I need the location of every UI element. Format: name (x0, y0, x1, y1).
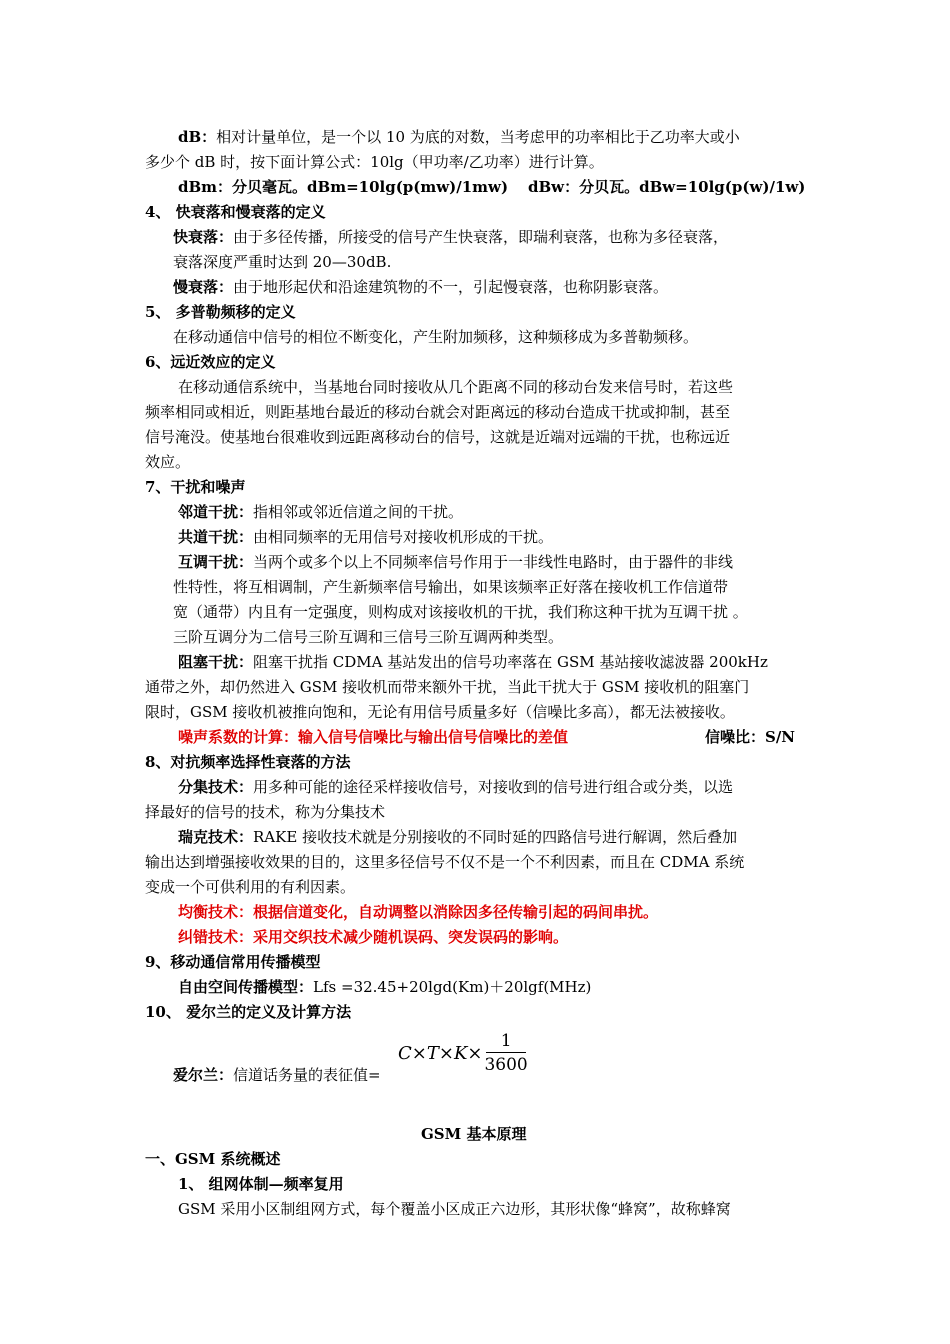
gsm-intro-line: GSM 采用小区制组网方式，每个覆盖小区成正六边形，其形状像“蜂窝”，故称蜂窝 (178, 1200, 731, 1218)
diversity-text: 用多种可能的途径采样接收信号，对接收到的信号进行组合或分类，以选 (253, 778, 734, 796)
fraction-denominator: 3600 (484, 1055, 528, 1075)
section-9-heading: 9、移动通信常用传播模型 (145, 953, 321, 971)
section-5-heading: 5、 多普勒频移的定义 (145, 303, 296, 321)
equalization-line: 均衡技术：根据信道变化，自动调整以消除因多径传输引起的码间串扰。 (178, 903, 659, 921)
adjacent-interference-line (178, 502, 463, 522)
free-space-model-term: 自由空间传播模型： (178, 978, 314, 996)
cochannel-interference-term: 共道干扰： (178, 528, 254, 546)
rake-line1 (178, 827, 737, 847)
fast-fading-line1 (173, 227, 728, 247)
noise-figure-line: 噪声系数的计算：输入信号信噪比与输出信号信噪比的差值 (178, 728, 569, 746)
diversity-line2: 择最好的信号的技术，称为分集技术 (145, 803, 386, 821)
fraction-numerator: 1 (500, 1031, 512, 1051)
error-correction-line: 纠错技术：采用交织技术减少随机误码、突发误码的影响。 (178, 928, 569, 946)
erlang-definition-line (173, 1065, 381, 1085)
db-definition-line1 (178, 127, 740, 147)
near-far-line1: 在移动通信系统中，当基地台同时接收从几个距离不同的移动台发来信号时，若这些 (178, 378, 734, 396)
db-term: dB： (178, 128, 217, 146)
fast-fading-term: 快衰落： (173, 228, 234, 246)
rake-term: 瑞克技术： (178, 828, 254, 846)
rake-line3: 变成一个可供利用的有利因素。 (145, 878, 356, 896)
blocking-line2: 通带之外，却仍然进入 GSM 接收机而带来额外干扰，当此干扰大于 GSM 接收机的阻塞门 (145, 678, 750, 696)
intermod-line4: 三阶互调分为二信号三阶互调和三信号三阶互调两种类型。 (173, 628, 564, 646)
diversity-term: 分集技术： (178, 778, 254, 796)
cochannel-interference-text: 由相同频率的无用信号对接收机形成的干扰。 (253, 528, 554, 546)
erlang-formula (398, 1030, 528, 1077)
section-8-heading: 8、对抗频率选择性衰落的方法 (145, 753, 351, 771)
blocking-line3: 限时，GSM 接收机被推向饱和，无论有用信号质量多好（信噪比多高），都无法被接收。 (145, 703, 735, 721)
intermod-line3: 宽（通带）内且有一定强度，则构成对该接收机的干扰，我们称这种干扰为互调干扰 。 (173, 603, 748, 621)
dbw-definition: dBw：分贝瓦。dBw=10lg(p(w)/1w) (528, 178, 806, 196)
section-4-heading: 4、 快衰落和慢衰落的定义 (145, 203, 326, 221)
erlang-fraction (484, 1030, 527, 1077)
adjacent-interference-term: 邻道干扰： (178, 503, 254, 521)
adjacent-interference-text: 指相邻或邻近信道之间的干扰。 (253, 503, 464, 521)
near-far-line4: 效应。 (145, 453, 191, 471)
gsm-section-title: GSM 基本原理 (421, 1125, 527, 1143)
rake-text: RAKE 接收技术就是分别接收的不同时延的四路信号进行解调，然后叠加 (253, 828, 738, 846)
free-space-model-line (178, 977, 591, 997)
section-7-heading: 7、干扰和噪声 (145, 478, 246, 496)
erlang-formula-expression: C×T×K× (398, 1043, 483, 1064)
slow-fading-term: 慢衰落： (173, 278, 234, 296)
near-far-line3: 信号淹没。使基地台很难收到远距离移动台的信号，这就是近端对远端的干扰，也称远近 (145, 428, 731, 446)
intermod-line2: 性特性，将互相调制，产生新频率信号输出，如果该频率正好落在接收机工作信道带 (173, 578, 729, 596)
cochannel-interference-line (178, 527, 553, 547)
section-10-heading: 10、 爱尔兰的定义及计算方法 (145, 1003, 352, 1021)
intermod-line1 (178, 552, 733, 572)
near-far-line2: 频率相同或相近，则距基地台最近的移动台就会对距离远的移动台造成干扰或抑制，甚至 (145, 403, 731, 421)
intermod-text: 当两个或多个以上不同频率信号作用于一非线性电路时，由于器件的非线 (253, 553, 734, 571)
slow-fading-text: 由于地形起伏和沿途建筑物的不一，引起慢衰落，也称阴影衰落。 (233, 278, 669, 296)
gsm-chapter-1-heading: 一、GSM 系统概述 (145, 1150, 281, 1168)
snr-label: 信噪比：S/N (705, 728, 796, 746)
erlang-text: 信道话务量的表征值= (233, 1066, 381, 1084)
blocking-text: 阻塞干扰指 CDMA 基站发出的信号功率落在 GSM 基站接收滤波器 200kHz (253, 653, 768, 671)
doppler-text: 在移动通信中信号的相位不断变化，产生附加频移，这种频移成为多普勒频移。 (173, 328, 699, 346)
dbm-definition: dBm：分贝毫瓦。dBm=10lg(p(mw)/1mw) (178, 178, 509, 196)
diversity-line1 (178, 777, 733, 797)
free-space-model-formula: Lfs =32.45+20lgd(Km)＋20lgf(MHz) (313, 978, 592, 996)
blocking-term: 阻塞干扰： (178, 653, 254, 671)
intermod-term: 互调干扰： (178, 553, 254, 571)
db-text: 相对计量单位，是一个以 10 为底的对数，当考虑甲的功率相比于乙功率大或小 (216, 128, 740, 146)
fast-fading-line2: 衰落深度严重时达到 20—30dB. (173, 253, 392, 271)
erlang-term: 爱尔兰： (173, 1066, 234, 1084)
fast-fading-text: 由于多径传播，所接受的信号产生快衰落，即瑞利衰落，也称为多径衰落， (233, 228, 729, 246)
gsm-subsection-1-heading: 1、 组网体制—频率复用 (178, 1175, 344, 1193)
section-6-heading: 6、远近效应的定义 (145, 353, 276, 371)
blocking-line1 (178, 652, 768, 672)
slow-fading-line (173, 277, 668, 297)
rake-line2: 输出达到增强接收效果的目的，这里多径信号不仅不是一个不利因素，而且在 CDMA 系统 (145, 853, 745, 871)
db-definition-line2: 多少个 dB 时，按下面计算公式：10lg（甲功率/乙功率）进行计算。 (145, 153, 604, 171)
